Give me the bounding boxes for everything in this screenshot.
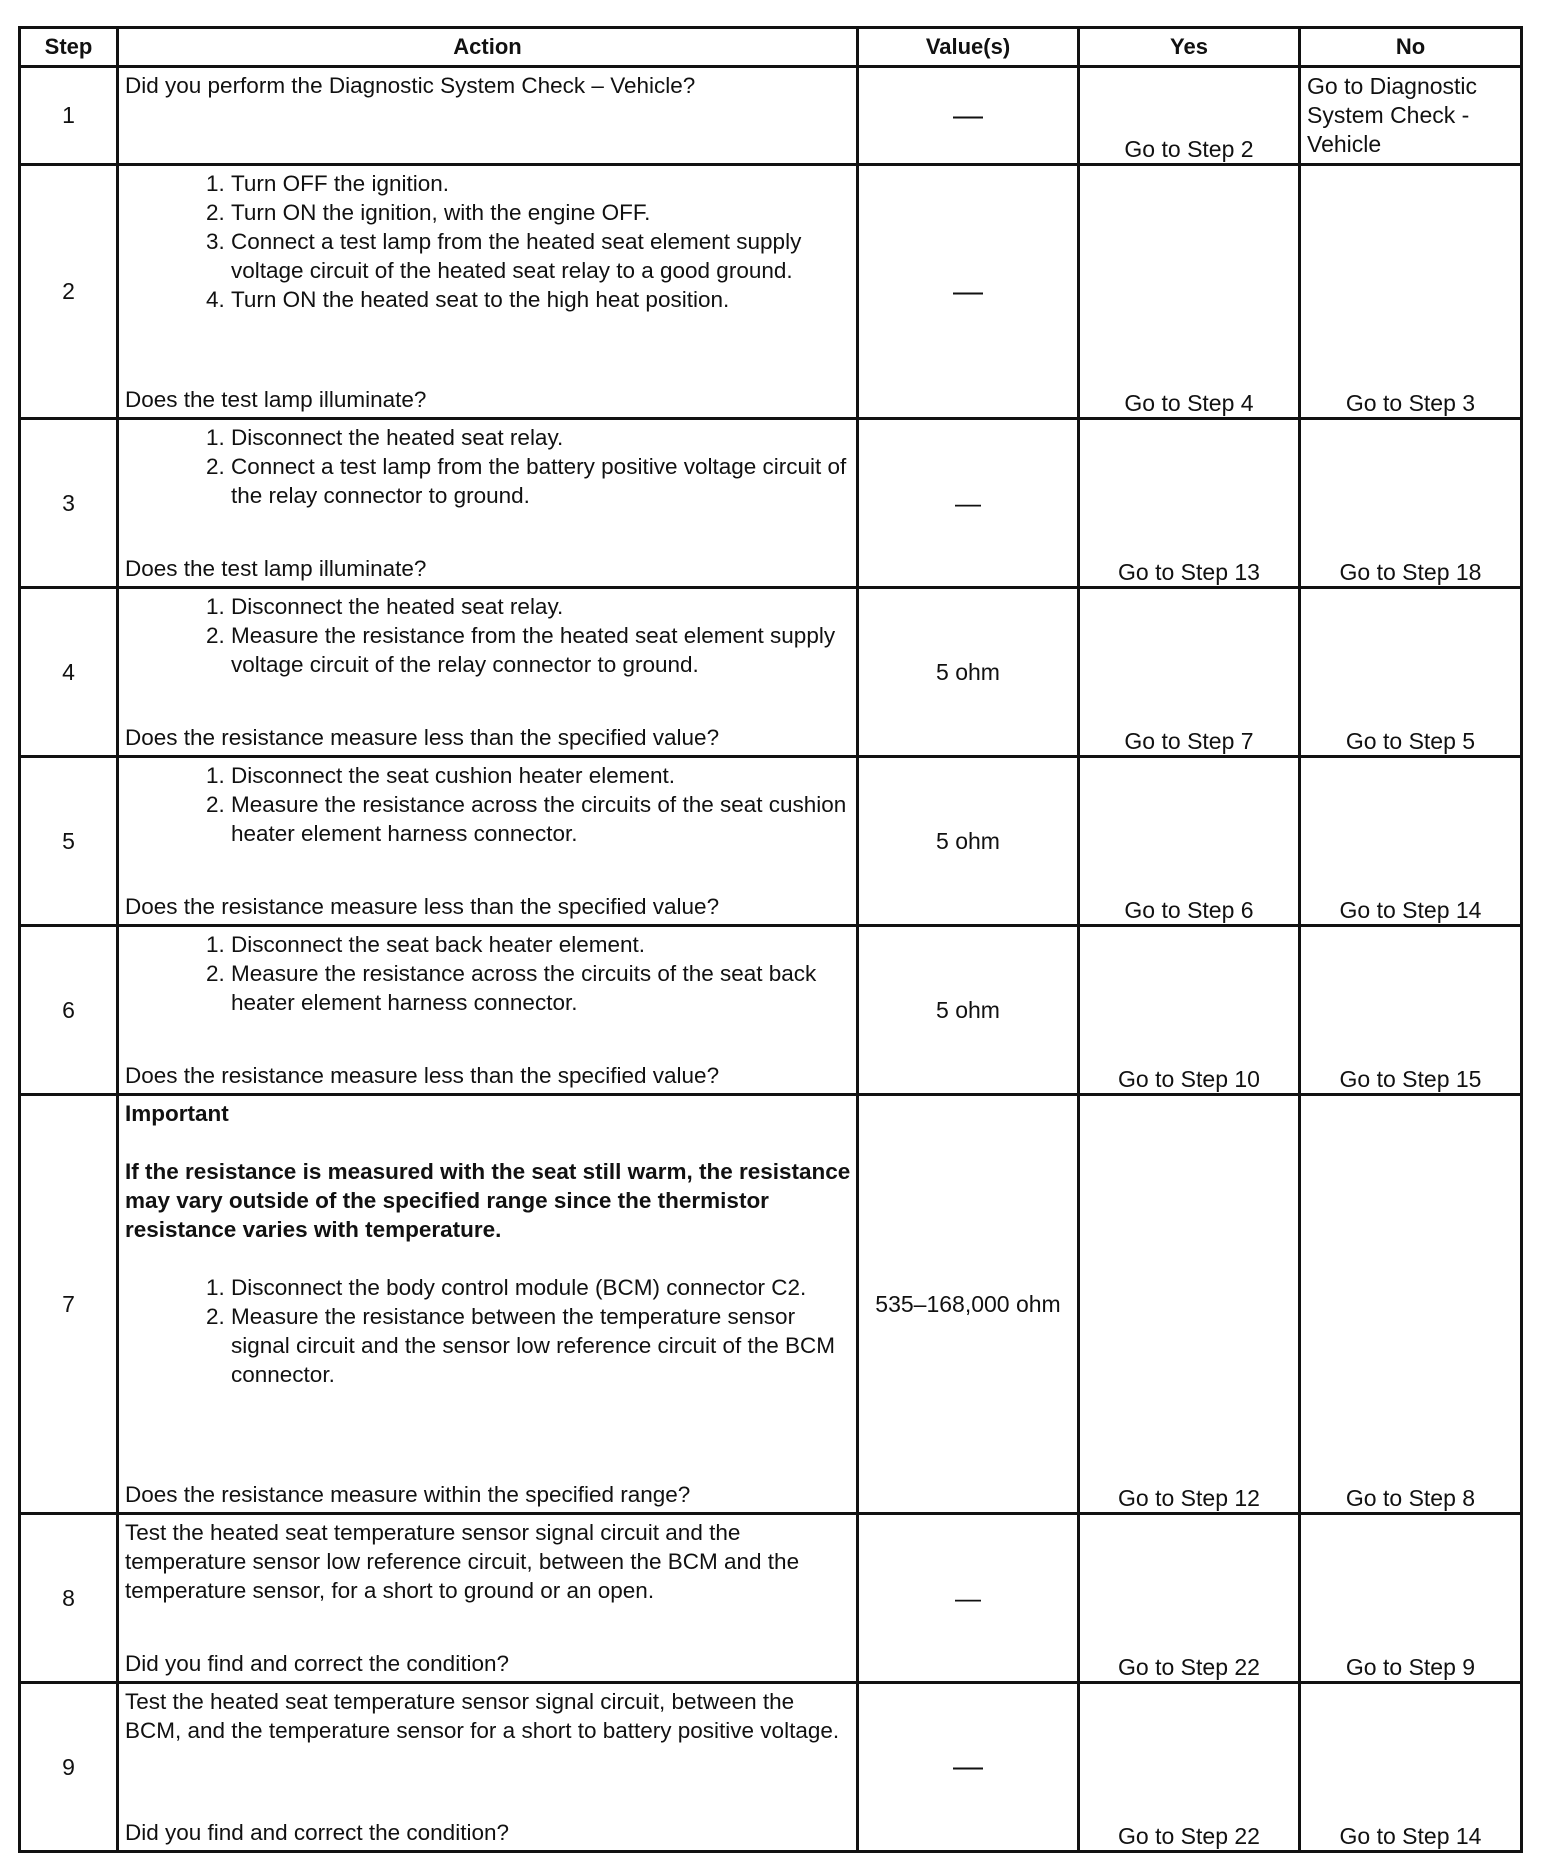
no-cell: Go to Step 14	[1300, 757, 1522, 926]
action-steps	[125, 592, 852, 679]
yes-cell: Go to Step 10	[1079, 926, 1300, 1095]
action-step-item: 2. Turn ON the ignition, with the engine OFF.	[231, 198, 852, 227]
no-cell: Go to Step 18	[1300, 419, 1522, 588]
action-steps	[125, 169, 852, 314]
yes-cell: Go to Step 6	[1079, 757, 1300, 926]
step-number: 3	[20, 419, 118, 588]
action-cell	[118, 1683, 858, 1852]
no-cell: Go to Step 8	[1300, 1095, 1522, 1514]
action-step-item: 2. Connect a test lamp from the battery positive voltage circuit of the relay connector to ground.	[231, 452, 852, 510]
action-question: Did you find and correct the condition?	[125, 1820, 509, 1845]
action-step-item: 3. Connect a test lamp from the heated seat element supply voltage circuit of the heated seat relay to a good ground.	[231, 227, 852, 285]
value-cell: —	[858, 419, 1079, 588]
value-cell: —	[858, 1514, 1079, 1683]
action-steps	[125, 930, 852, 1017]
value-cell: —	[858, 67, 1079, 165]
no-cell: Go to Diagnostic System Check - Vehicle	[1300, 67, 1522, 165]
yes-cell: Go to Step 22	[1079, 1514, 1300, 1683]
yes-cell: Go to Step 2	[1079, 67, 1300, 165]
yes-cell: Go to Step 13	[1079, 419, 1300, 588]
header-values: Value(s)	[858, 28, 1079, 67]
table-row	[20, 1095, 1522, 1514]
header-yes: Yes	[1079, 28, 1300, 67]
important-title: Important	[125, 1101, 229, 1126]
action-question: Does the resistance measure within the specified range?	[125, 1482, 691, 1507]
table-row	[20, 419, 1522, 588]
value-cell: 5 ohm	[858, 757, 1079, 926]
value-cell: —	[858, 165, 1079, 419]
action-question: Does the resistance measure less than the specified value?	[125, 1063, 720, 1088]
action-text: Test the heated seat temperature sensor signal circuit and the temperature sensor low reference circuit, between the BCM and the temperature sensor, for a short to ground or an open.	[125, 1520, 800, 1603]
yes-cell: Go to Step 22	[1079, 1683, 1300, 1852]
action-cell	[118, 1095, 858, 1514]
step-number: 5	[20, 757, 118, 926]
action-question: Does the resistance measure less than the specified value?	[125, 894, 720, 919]
step-number: 7	[20, 1095, 118, 1514]
action-cell	[118, 165, 858, 419]
header-row	[20, 28, 1522, 67]
table-row	[20, 165, 1522, 419]
value-cell: —	[858, 1683, 1079, 1852]
value-cell: 535–168,000 ohm	[858, 1095, 1079, 1514]
step-number: 2	[20, 165, 118, 419]
header-step: Step	[20, 28, 118, 67]
action-step-item: 1. Disconnect the body control module (BCM) connector C2.	[231, 1273, 852, 1302]
action-cell	[118, 757, 858, 926]
important-text: If the resistance is measured with the seat still warm, the resistance may vary outside of the specified range since the thermistor resistance varies with temperature.	[125, 1159, 851, 1242]
diagnostic-table	[18, 26, 1523, 1853]
table-row	[20, 757, 1522, 926]
no-cell: Go to Step 14	[1300, 1683, 1522, 1852]
header-no: No	[1300, 28, 1522, 67]
action-steps	[125, 761, 852, 848]
action-step-item: 4. Turn ON the heated seat to the high heat position.	[231, 285, 852, 314]
action-steps	[125, 1273, 852, 1389]
value-cell: 5 ohm	[858, 588, 1079, 757]
action-step-item: 1. Disconnect the seat back heater element.	[231, 930, 852, 959]
table-row	[20, 67, 1522, 165]
action-step-item: 1. Turn OFF the ignition.	[231, 169, 852, 198]
action-cell	[118, 67, 858, 165]
no-cell: Go to Step 3	[1300, 165, 1522, 419]
step-number: 9	[20, 1683, 118, 1852]
no-cell: Go to Step 5	[1300, 588, 1522, 757]
action-question: Does the test lamp illuminate?	[125, 387, 427, 412]
action-cell	[118, 926, 858, 1095]
header-action: Action	[118, 28, 858, 67]
action-text: Test the heated seat temperature sensor signal circuit, between the BCM, and the temperature sensor for a short to battery positive voltage.	[125, 1689, 840, 1743]
action-step-item: 2. Measure the resistance between the temperature sensor signal circuit and the sensor low reference circuit of the BCM connector.	[231, 1302, 852, 1389]
table-row	[20, 926, 1522, 1095]
table-row	[20, 1683, 1522, 1852]
action-cell	[118, 419, 858, 588]
table-row	[20, 1514, 1522, 1683]
action-question: Does the resistance measure less than the specified value?	[125, 725, 720, 750]
action-step-item: 2. Measure the resistance from the heated seat element supply voltage circuit of the relay connector to ground.	[231, 621, 852, 679]
yes-cell: Go to Step 12	[1079, 1095, 1300, 1514]
no-cell: Go to Step 15	[1300, 926, 1522, 1095]
yes-cell: Go to Step 7	[1079, 588, 1300, 757]
action-cell	[118, 588, 858, 757]
action-step-item: 1. Disconnect the heated seat relay.	[231, 423, 852, 452]
action-steps	[125, 423, 852, 510]
table-row	[20, 588, 1522, 757]
action-question: Did you find and correct the condition?	[125, 1651, 509, 1676]
action-step-item: 2. Measure the resistance across the circuits of the seat cushion heater element harness connector.	[231, 790, 852, 848]
yes-cell: Go to Step 4	[1079, 165, 1300, 419]
action-step-item: 2. Measure the resistance across the circuits of the seat back heater element harness connector.	[231, 959, 852, 1017]
step-number: 8	[20, 1514, 118, 1683]
action-cell	[118, 1514, 858, 1683]
no-cell: Go to Step 9	[1300, 1514, 1522, 1683]
action-step-item: 1. Disconnect the seat cushion heater element.	[231, 761, 852, 790]
step-number: 1	[20, 67, 118, 165]
step-number: 4	[20, 588, 118, 757]
action-question: Did you perform the Diagnostic System Check – Vehicle?	[125, 73, 696, 98]
step-number: 6	[20, 926, 118, 1095]
value-cell: 5 ohm	[858, 926, 1079, 1095]
action-question: Does the test lamp illuminate?	[125, 556, 427, 581]
action-step-item: 1. Disconnect the heated seat relay.	[231, 592, 852, 621]
